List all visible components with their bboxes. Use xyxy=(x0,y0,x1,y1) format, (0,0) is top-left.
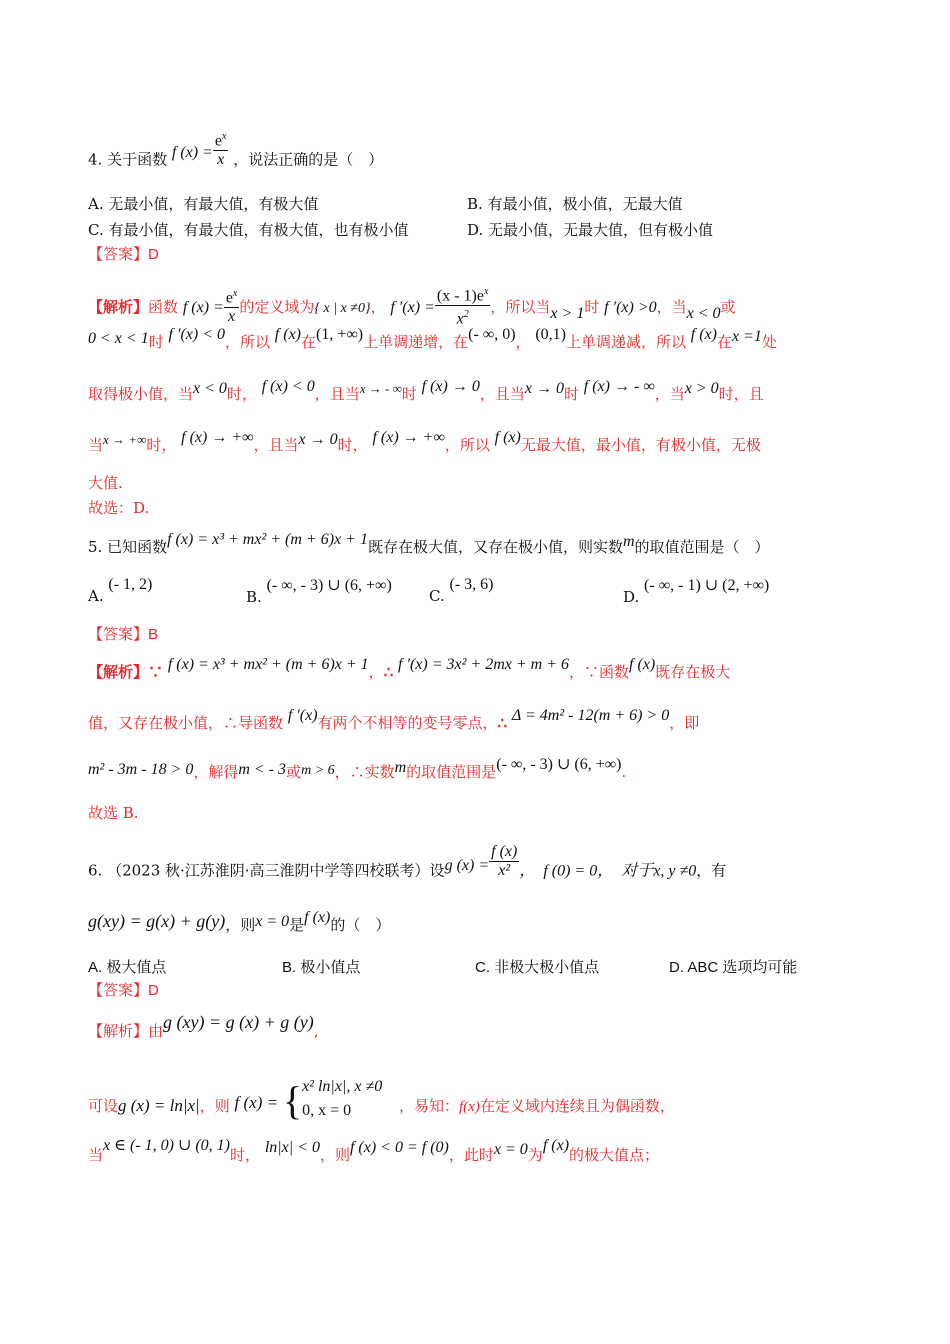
q6-analysis-line-3: 当x ∈ (- 1, 0) ∪ (0, 1)时， ln|x| < 0，则f (x) < 0 = f (0)，此时x = 0为f (x)的极大值点； xyxy=(88,1137,660,1164)
q4-answer: 【答案】D xyxy=(88,245,159,263)
q4-conclusion: 故选：D. xyxy=(88,499,150,517)
q5-option-b: B. (- ∞, - 3) ∪ (6, +∞) xyxy=(246,577,392,606)
q6-option-b: B. 极小值点 xyxy=(282,959,361,976)
q4-prefix: 4. 关于函数 xyxy=(88,150,168,169)
q4-option-d: D. 无最小值，无最大值，但有极小值 xyxy=(467,221,714,239)
q5-analysis-line-3: m² - 3m - 18 > 0，解得m < - 3或m > 6，∴实数m的取值范围是(- ∞, - 3) ∪ (6, +∞). xyxy=(88,756,627,781)
q5-option-a: A. (- 1, 2) xyxy=(88,576,153,605)
q5-conclusion: 故选 B. xyxy=(88,804,139,822)
q5-function: f (x) = x³ + mx² + (m + 6)x + 1 xyxy=(167,531,368,548)
q5-analysis-line-1: 【解析】∵ f (x) = x³ + mx² + (m + 6)x + 1，∴ f ′(x) = 3x² + 2mx + m + 6，∵函数f (x)既存在极大 xyxy=(88,656,731,681)
q6-option-a: A. 极大值点 xyxy=(88,959,167,976)
piecewise-cases: x² ln|x|, x ≠0 0, x = 0 xyxy=(302,1078,383,1119)
q4-suffix: ，说法正确的是（ ） xyxy=(233,150,384,169)
q4-analysis-line-3: 取得极小值，当x < 0时， f (x) < 0，且当x → - ∞时 f (x) → 0，且当x → 0时 f (x) → - ∞，当x > 0时，且 xyxy=(88,378,764,403)
q5-analysis-line-2: 值，又存在极小值，∴导函数 f ′(x)有两个不相等的变号零点，∴ Δ = 4m² - 12(m + 6) > 0，即 xyxy=(88,707,700,732)
q6-analysis-line-1: 【解析】由g (xy) = g (x) + g (y), xyxy=(88,1012,319,1040)
q4-analysis-line-5: 大值. xyxy=(88,474,123,492)
q6-stem-line-2: g(xy) = g(x) + g(y)，则x = 0是f (x)的（ ） xyxy=(88,909,391,934)
q6-option-d: D. ABC 选项均可能 xyxy=(669,959,798,976)
q4-stem xyxy=(88,131,384,181)
q4-analysis-line-2: 0 < x < 1时 f ′(x) < 0，所以 f (x)在(1, +∞)上单调递增，在(- ∞, 0)， (0,1)上单调递减，所以 f (x)在x =1处 xyxy=(88,326,777,351)
q4-option-b: B. 有最小值，极小值，无最大值 xyxy=(467,195,683,213)
q5-answer: 【答案】B xyxy=(88,625,159,643)
q4-option-c: C. 有最小值，有最大值，有极大值，也有极小值 xyxy=(88,221,409,239)
q6-stem-line-1: 6. （2023 秋·江苏淮阴·高三淮阴中学等四校联考）设g (x) = $\frac{f (x)}{\text{x²}}$ ， f (0) = 0， 对于x, y ≠0，有 xyxy=(88,843,727,880)
q4-option-a: A. 无最小值，有最大值，有极大值 xyxy=(88,195,319,213)
piecewise-brace: { xyxy=(282,1078,303,1123)
q4-analysis-line-1: 【解析】函数 f (x) = $\frac{e^x}{x}$ 的定义域为{ x | x ≠0}， f ′(x) = $\frac{(x - 1)e^x}{x^2}$ ，所以当x > 1时 f ′(x) >0，当x < 0或 xyxy=(88,285,736,331)
q4-func-lhs: f (x) = xyxy=(171,143,213,161)
q4-analysis-line-4: 当x → +∞时， f (x) → +∞，且当x → 0时， f (x) → +∞，所以 f (x)无最大值，最小值，有极小值，无极 xyxy=(88,429,761,454)
q4-func-fraction: $\frac{e^x}{x}$ xyxy=(213,128,229,169)
q5-stem: 5. 已知函数f (x) = x³ + mx² + (m + 6)x + 1既存在极大值，又存在极小值，则实数m的取值范围是（ ） xyxy=(88,531,770,556)
q6-analysis-line-2: 可设g (x) = ln|x|，则 f (x) = { x² ln|x|, x ≠0 0, x = 0 ，易知：f(x)在定义域内连续且为偶函数， xyxy=(88,1083,675,1131)
q6-option-c: C. 非极大极小值点 xyxy=(475,959,600,976)
q5-option-d: D. (- ∞, - 1) ∪ (2, +∞) xyxy=(623,577,770,606)
q6-answer: 【答案】D xyxy=(88,981,159,999)
q5-option-c: C. (- 3, 6) xyxy=(429,576,494,605)
